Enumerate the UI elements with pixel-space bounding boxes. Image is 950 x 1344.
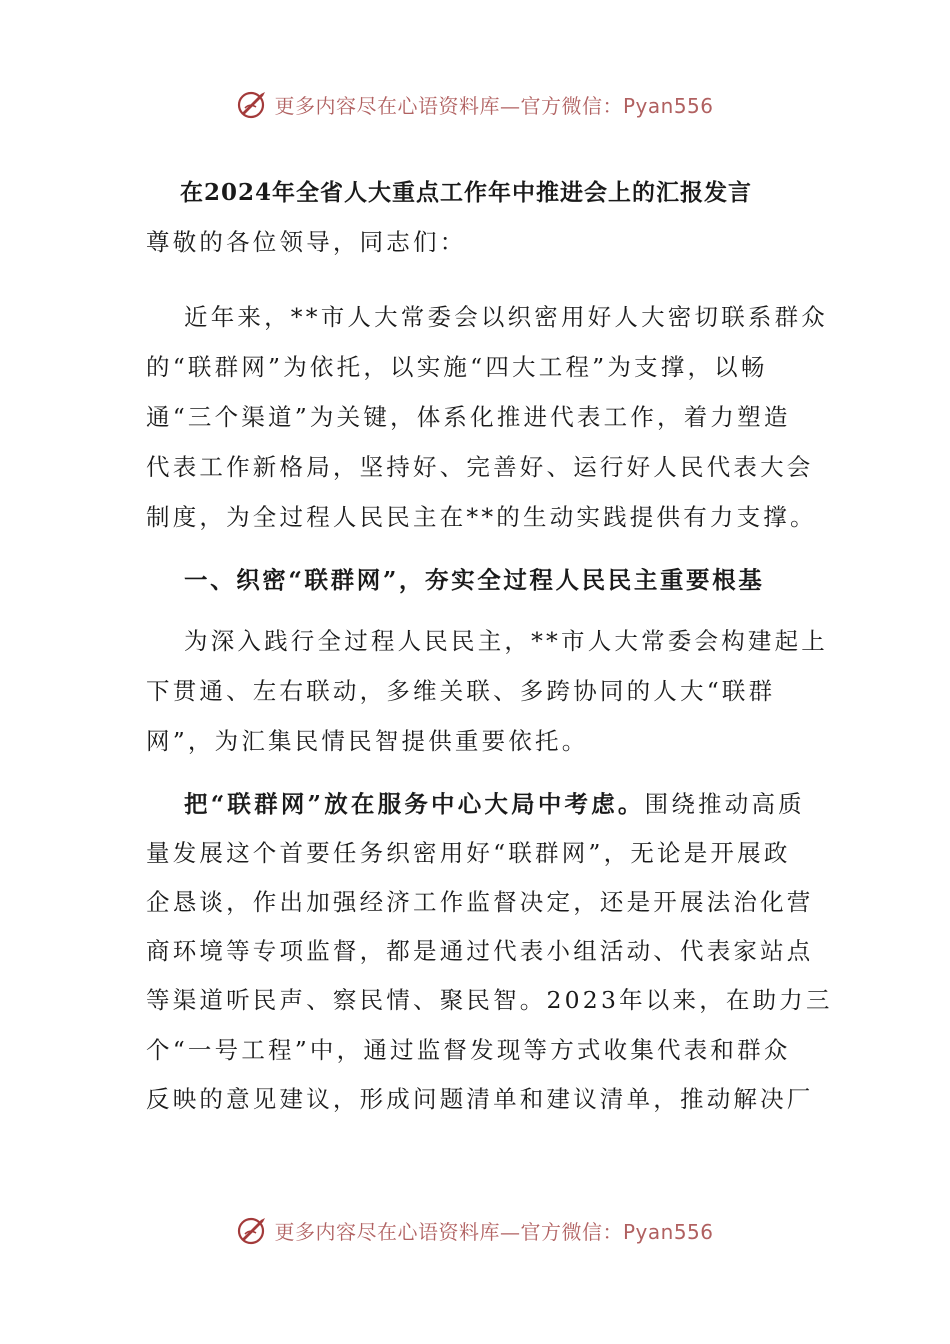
para2-line: 企恳谈，作出加强经济工作监督决定，还是开展法治化营 [146,888,814,916]
pen-circle-icon [236,87,270,121]
section1-line: 网”，为汇集民情民智提供重要依托。 [146,727,589,755]
intro-line: 代表工作新格局，坚持好、完善好、运行好人民代表大会 [146,453,814,481]
section-heading: 一、织密“联群网”，夯实全过程人民民主重要根基 [184,566,765,594]
pen-circle-icon [236,1213,270,1247]
intro-line: 制度，为全过程人民民主在**的生动实践提供有力支撑。 [146,503,817,531]
para2-line: 个“一号工程”中，通过监督发现等方式收集代表和群众 [146,1036,791,1064]
section1-line: 下贯通、左右联动，多维关联、多跨协同的人大“联群 [146,677,776,705]
document-title: 在2024年全省人大重点工作年中推进会上的汇报发言 [180,179,753,206]
salutation: 尊敬的各位领导，同志们： [146,228,467,256]
para2-first-line [184,784,805,824]
intro-line: 通“三个渠道”为关键，体系化推进代表工作，着力塑造 [146,403,791,431]
intro-line: 的“联群网”为依托，以实施“四大工程”为支撑，以畅 [146,353,768,381]
section1-line: 为深入践行全过程人民民主，**市人大常委会构建起上 [184,627,828,655]
para2-line: 量发展这个首要任务织密用好“联群网”，无论是开展政 [146,839,791,867]
para2-first-rest: 围绕推动高质 [644,790,805,818]
footer-watermark [0,1208,950,1252]
para2-lead: 把“联群网”放在服务中心大局中考虑。 [184,790,645,818]
watermark-text: 更多内容尽在心语资料库—官方微信：Pyan556 [274,93,714,118]
para2-line: 等渠道听民声、察民情、聚民智。2023年以来，在助力三 [146,986,833,1014]
para2-line: 反映的意见建议，形成问题清单和建议清单，推动解决厂 [146,1085,814,1113]
intro-line: 近年来，**市人大常委会以织密用好人大密切联系群众 [184,303,828,331]
header-watermark [0,82,950,126]
para2-line: 商环境等专项监督，都是通过代表小组活动、代表家站点 [146,937,814,965]
watermark-text: 更多内容尽在心语资料库—官方微信：Pyan556 [274,1219,714,1244]
